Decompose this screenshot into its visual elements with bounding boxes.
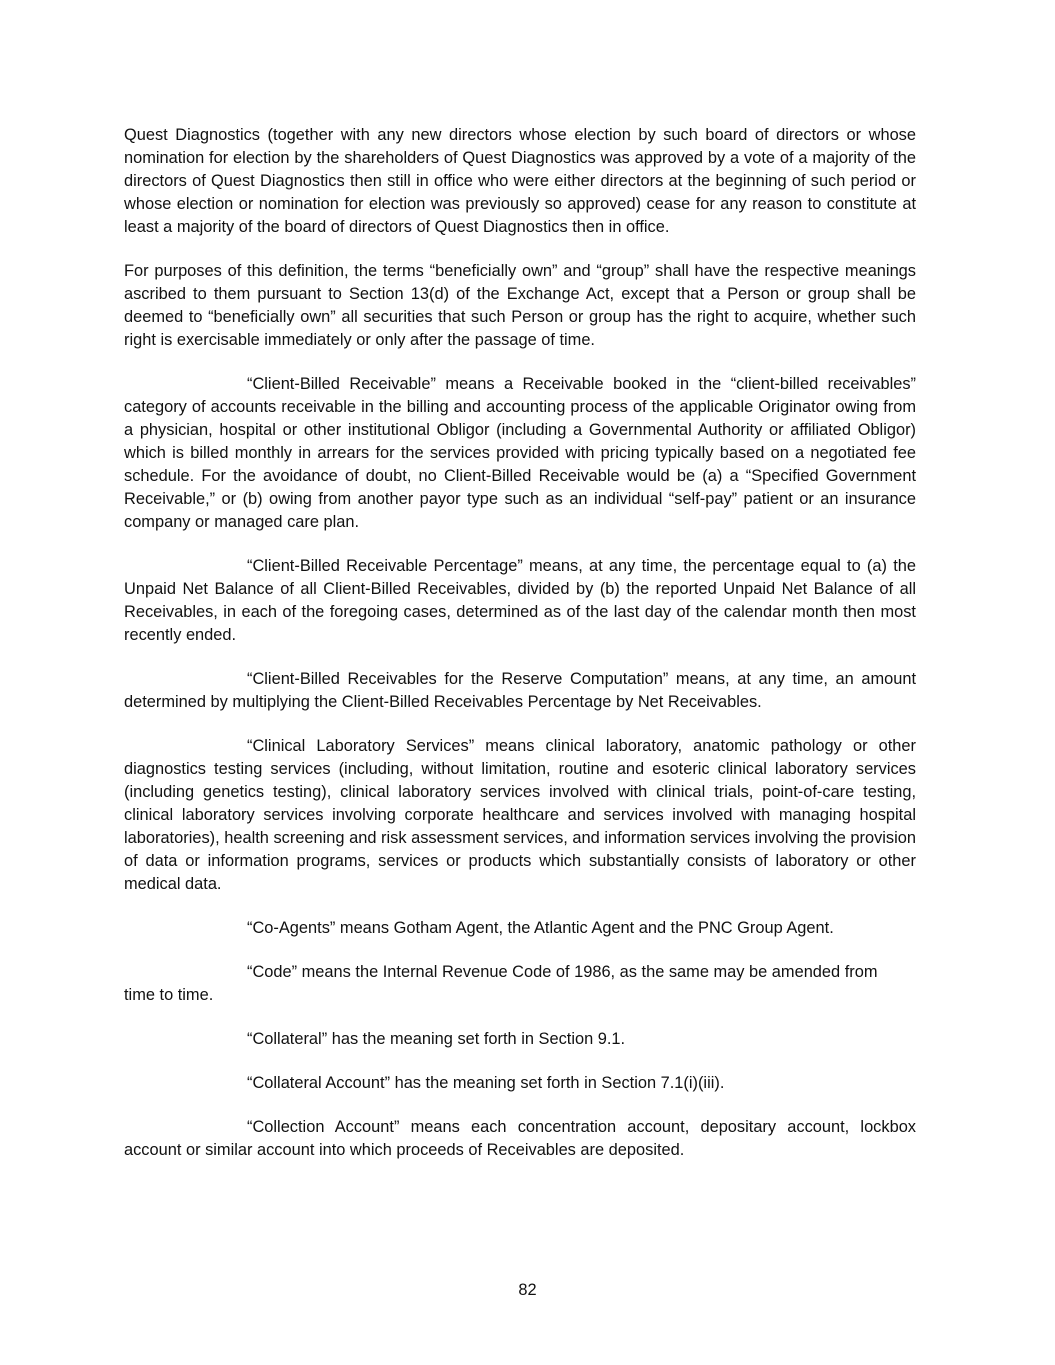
definition-co-agents: “Co-Agents” means Gotham Agent, the Atlantic Agent and the PNC Group Agent. <box>247 919 834 937</box>
page-number: 82 <box>518 1281 537 1299</box>
paragraph-change-of-control-continued: Quest Diagnostics (together with any new directors whose election by such board of directors or whose nomination for election by the shareholders of Quest Diagnostics was approved by a vote of a majority of the directors of Quest Diagnostics then still in office who were either directors at the beginning of such period or whose election or nomination for election was previously so approved) cease for any reason to constitute at least a majority of the board of directors of Quest Diagnostics then in office. <box>124 126 916 236</box>
definition-code-line-2: time to time. <box>124 986 214 1004</box>
paragraph-beneficially-own-definition: For purposes of this definition, the terms “beneficially own” and “group” shall have the respective meanings ascribed to them pursuant to Section 13(d) of the Exchange Act, except that a Person or group shall be deemed to “beneficially own” all securities that such Person or group has the right to acquire, whether such right is exercisable immediately or only after the passage of time. <box>124 262 916 349</box>
definition-code <box>111 961 916 1007</box>
definition-code-line-1: “Code” means the Internal Revenue Code of 1986, as the same may be amended from <box>247 963 878 981</box>
definition-clinical-laboratory-services: “Clinical Laboratory Services” means clinical laboratory, anatomic pathology or other diagnostics testing services (including, without limitation, routine and esoteric clinical laboratory services (including genetics testing), clinical laboratory services involved with clinical trials, point-of-care testing, clinical laboratory services involving corporate healthcare and services involved with managing hospital laboratories), health screening and risk assessment services, and information services involving the provision of data or information programs, services or products which substantially consists of laboratory or other medical data. <box>124 737 916 893</box>
definition-client-billed-receivables-reserve-computation: “Client-Billed Receivables for the Reserve Computation” means, at any time, an amount determined by multiplying the Client-Billed Receivables Percentage by Net Receivables. <box>124 670 916 711</box>
definition-collateral: “Collateral” has the meaning set forth in Section 9.1. <box>247 1030 626 1048</box>
definition-client-billed-receivable-percentage: “Client-Billed Receivable Percentage” means, at any time, the percentage equal to (a) the Unpaid Net Balance of all Client-Billed Receivables, divided by (b) the reported Unpaid Net Balance of all Receivables, in each of the foregoing cases, determined as of the last day of the calendar month then most recently ended. <box>124 557 916 644</box>
document-page <box>124 124 916 1183</box>
definition-collateral-account: “Collateral Account” has the meaning set forth in Section 7.1(i)(iii). <box>247 1074 725 1092</box>
definition-client-billed-receivable: “Client-Billed Receivable” means a Receivable booked in the “client-billed receivables” category of accounts receivable in the billing and accounting process of the applicable Originator owing from a physician, hospital or other institutional Obligor (including a Governmental Authority or affiliated Obligor) which is billed monthly in arrears for the services provided with pricing typically based on a negotiated fee schedule. For the avoidance of doubt, no Client-Billed Receivable would be (a) a “Specified Government Receivable,” or (b) owing from another payor type such as an individual “self-pay” patient or an insurance company or managed care plan. <box>124 375 916 531</box>
definition-collection-account: “Collection Account” means each concentration account, depositary account, lockbox account or similar account into which proceeds of Receivables are deposited. <box>124 1118 916 1159</box>
